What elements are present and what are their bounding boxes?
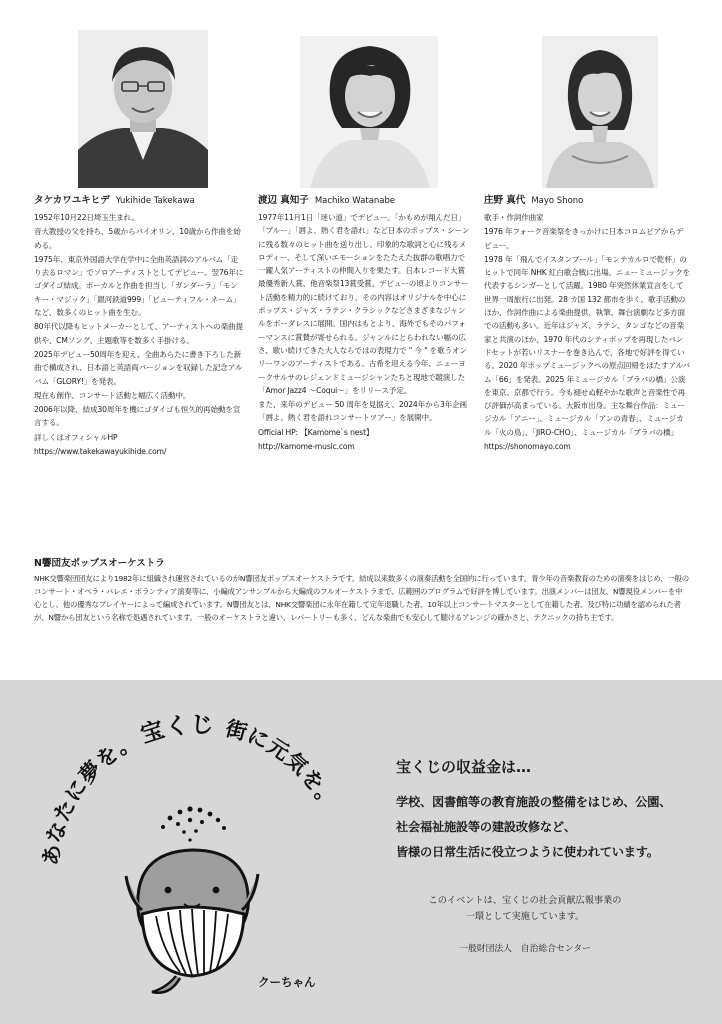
artist-name-en: Machiko Watanabe [314,196,396,206]
slogan-part2: 街に元気を。 [223,716,342,816]
whale-mascot-icon [126,850,258,993]
bio-paragraph: 現在も創作、コンサート活動と幅広く活動中。 [34,390,191,400]
description-line: 社会福祉施設等の建設改修など、 [396,820,576,834]
artist-name-en: Mayo Shono [531,196,584,206]
artist-name-ja: 庄野 真代 [484,195,526,206]
artist-profile-shono [484,192,690,454]
portrait-illustration [78,30,208,188]
svg-text:あなたに夢を。宝くじ街に元気を。 [39,712,342,867]
bio-paragraph: 1952年10月22日埼玉生まれ。 [34,213,139,222]
bio-paragraph: 1975年、東京外国語大学在学中に全曲英語詞のアルバム「走り去るロマン」でソロアーティストとしてデビュー。翌76年にゴダイゴ結成。ボーカルと作曲を担当し「ガンダーラ」「モンキー・マジック」「銀河鉄道999」「ビューティフル・ネーム」など、数多くのヒット曲を生む。 [34,254,244,318]
lottery-proceeds-title: 宝くじの収益金は… [396,758,532,776]
bio-paragraph: 1977年11月1日「迷い道」でデビュー。「かもめが翔んだ日」「ブルー」「唇よ、熱く君を語れ」など日本のポップス・シーンに残る数々のヒット曲を送り出し、印象的な歌詞と心に残るメロディー、そして深いエモーションをたたえた抜群の歌唱力で一躍人気アーティストの仲間入りを果たす。日本レコード大賞最優秀新人賞、他音楽祭13賞受賞。デビューの頃よりコンサート活動を精力的に続けており、その内容はオリジナルを中心にポップス・ジャズ・ラテン・クラシックなどさまざまなジャンルをボーダレスに展開。国内はもとより、海外でもそのパフォーマンスに賞賛が寄せられる。ジャンルにとらわれない幅の広さ、歌い続けてきた大人ならではの表現力で " 今 " を歌うオンリーワンのアーティストである。古希を迎える今年、ニューヨークサルサのレジェンドミュージシャンたちと現地で競演した「Amor Jazz4 ～Coqui～」をリリース予定。 [258,213,470,395]
sponsor-organization: 一般財団法人 自治総合センター [459,944,591,954]
slogan-part1: あなたに夢を。 [38,727,143,867]
water-spout-icon [161,806,226,841]
official-site-label: Official HP: 【Kamome`s nest】 [258,427,374,437]
artist-name-ja: タケカワユキヒデ [34,195,110,206]
artist-photo-watanabe [300,36,438,188]
artist-name [258,192,470,206]
official-site-link[interactable]: https://www.takekawayukihide.com/ [34,447,167,457]
lottery-slogan-logo [30,700,360,1020]
official-site-link[interactable]: http://kamome-music.com [258,442,355,452]
official-site-label: 詳しくはオフィシャルHP [34,432,118,442]
description-line: 学校、図書館等の教育施設の整備をはじめ、公園、 [396,795,672,809]
artist-name-en: Yukihide Takekawa [115,196,195,206]
mascot-name: クーちゃん [258,975,316,989]
bio-paragraph: 1978 年「飛んでイスタンブール」「モンテカルロで乾杯」のヒットで同年 NHK 紅白歌合戦に出場。ニューミュージックを代表するシンガーとして活躍。1980 年突然休業宣言をして世界一周旅行に出発。28 カ国 132 都市を歩く。歌手活動のほか、作詞作曲による楽曲提供、執筆、舞台演劇など多方面での活動も多い。近年はジャズ、ラテン、タンゴなどの音楽家と共演のほか、1970 年代のシティポップを再現したバンドセットが若いリスナーを巻き込んで、各地で好評を得ている。2020 年ポップミュージックへの原点回帰をはたすアルバム「66」を発表。2025 年ミュージカル「ブラバの橋」公演を東京、京都で行う。今も褪せぬ軽やかな歌声と音楽性で再び評価が高まっている。大阪市出身。主な舞台作品：ミュージカル「アニー」、ミュージカル「アンの青春」、ミュージカル「火の鳥」、「JIRO-CHO」、ミュージカル「ブラバの橋」 [484,254,691,437]
artist-profile-takekawa [34,192,244,459]
official-site-link[interactable]: https://shonomayo.com [484,442,571,452]
description-line: 皆様の日常生活に役立つように使われています。 [396,845,659,859]
slogan-brand: 宝くじ [137,712,216,749]
artist-photo-takekawa [78,30,208,188]
portrait-illustration [542,36,658,188]
event-note [380,893,670,925]
bio-paragraph: 80年代以降もヒットメーカーとして、アーティストへの楽曲提供や、CMソング、主題歌等を数多く手掛ける。 [34,322,243,345]
lottery-proceeds-description [396,790,696,865]
orchestra-description: NHK交響楽団団友により1982年に組織され運営されているのがN響団友ポップスオーケストラです。結成以来数多くの演奏活動を全国的に行っています。青少年の音楽教育のための演奏をはじめ、一般のコンサート・オペラ・バレエ・ボランティア演奏等に、小編成アンサンブルから大編成のフルオーケストラまで、広範囲のプログラムで好評を博しています。出演メンバーは団友、N響現役メンバーを中心とし、他の優秀なプレイヤーによって編成されています。N響団友とは、NHK交響楽団に永年在籍して定年退職した者、10年以上コンサートマスターとして在籍した者、及び特に功績を認められた者が、N響から団友という名称で処遇されています。一般のオーケストラと違い、レパートリーも多く、どんな楽曲でも安心して聴けるアレンジの確かさと、テクニックの持ち主です。 [34,574,690,622]
artist-name [484,192,690,206]
artist-bio [258,211,470,453]
bio-paragraph: 2025年デビュー50周年を迎え、全曲あらたに書き下ろした新曲で構成され、日本語と英語両バージョンを収録した記念アルバム「GLORY!」を発表。 [34,349,243,386]
artist-profile-watanabe [258,192,470,454]
bio-paragraph: 音大教授の父を持ち、5歳からバイオリン、10歳から作曲を始める。 [34,227,241,250]
bio-paragraph: 2006年以降、結成30周年を機にゴダイゴも恒久的再始動を宣言する。 [34,405,241,428]
artist-photo-shono [542,36,658,188]
note-line: 一環として実施しています。 [465,911,585,922]
bio-paragraph: 歌手・作詞作曲家 [484,213,544,222]
artist-bio [34,211,244,458]
artist-bio [484,211,690,453]
bio-paragraph: また、来年のデビュー 50 周年を見据え、2024年から3年企画「唇よ、熱く君を語れコンサートツアー」を展開中。 [258,400,467,423]
artist-name-ja: 渡辺 真知子 [258,195,309,206]
bio-paragraph: 1976 年フォーク音楽祭をきっかけに日本コロムビアからデビュー。 [484,227,684,250]
artist-name [34,192,244,206]
orchestra-section [34,555,689,624]
note-line: このイベントは、宝くじの社会貢献広報事業の [428,895,622,906]
portrait-illustration [300,36,438,188]
orchestra-title: N響団友ポップスオーケストラ [34,558,165,569]
